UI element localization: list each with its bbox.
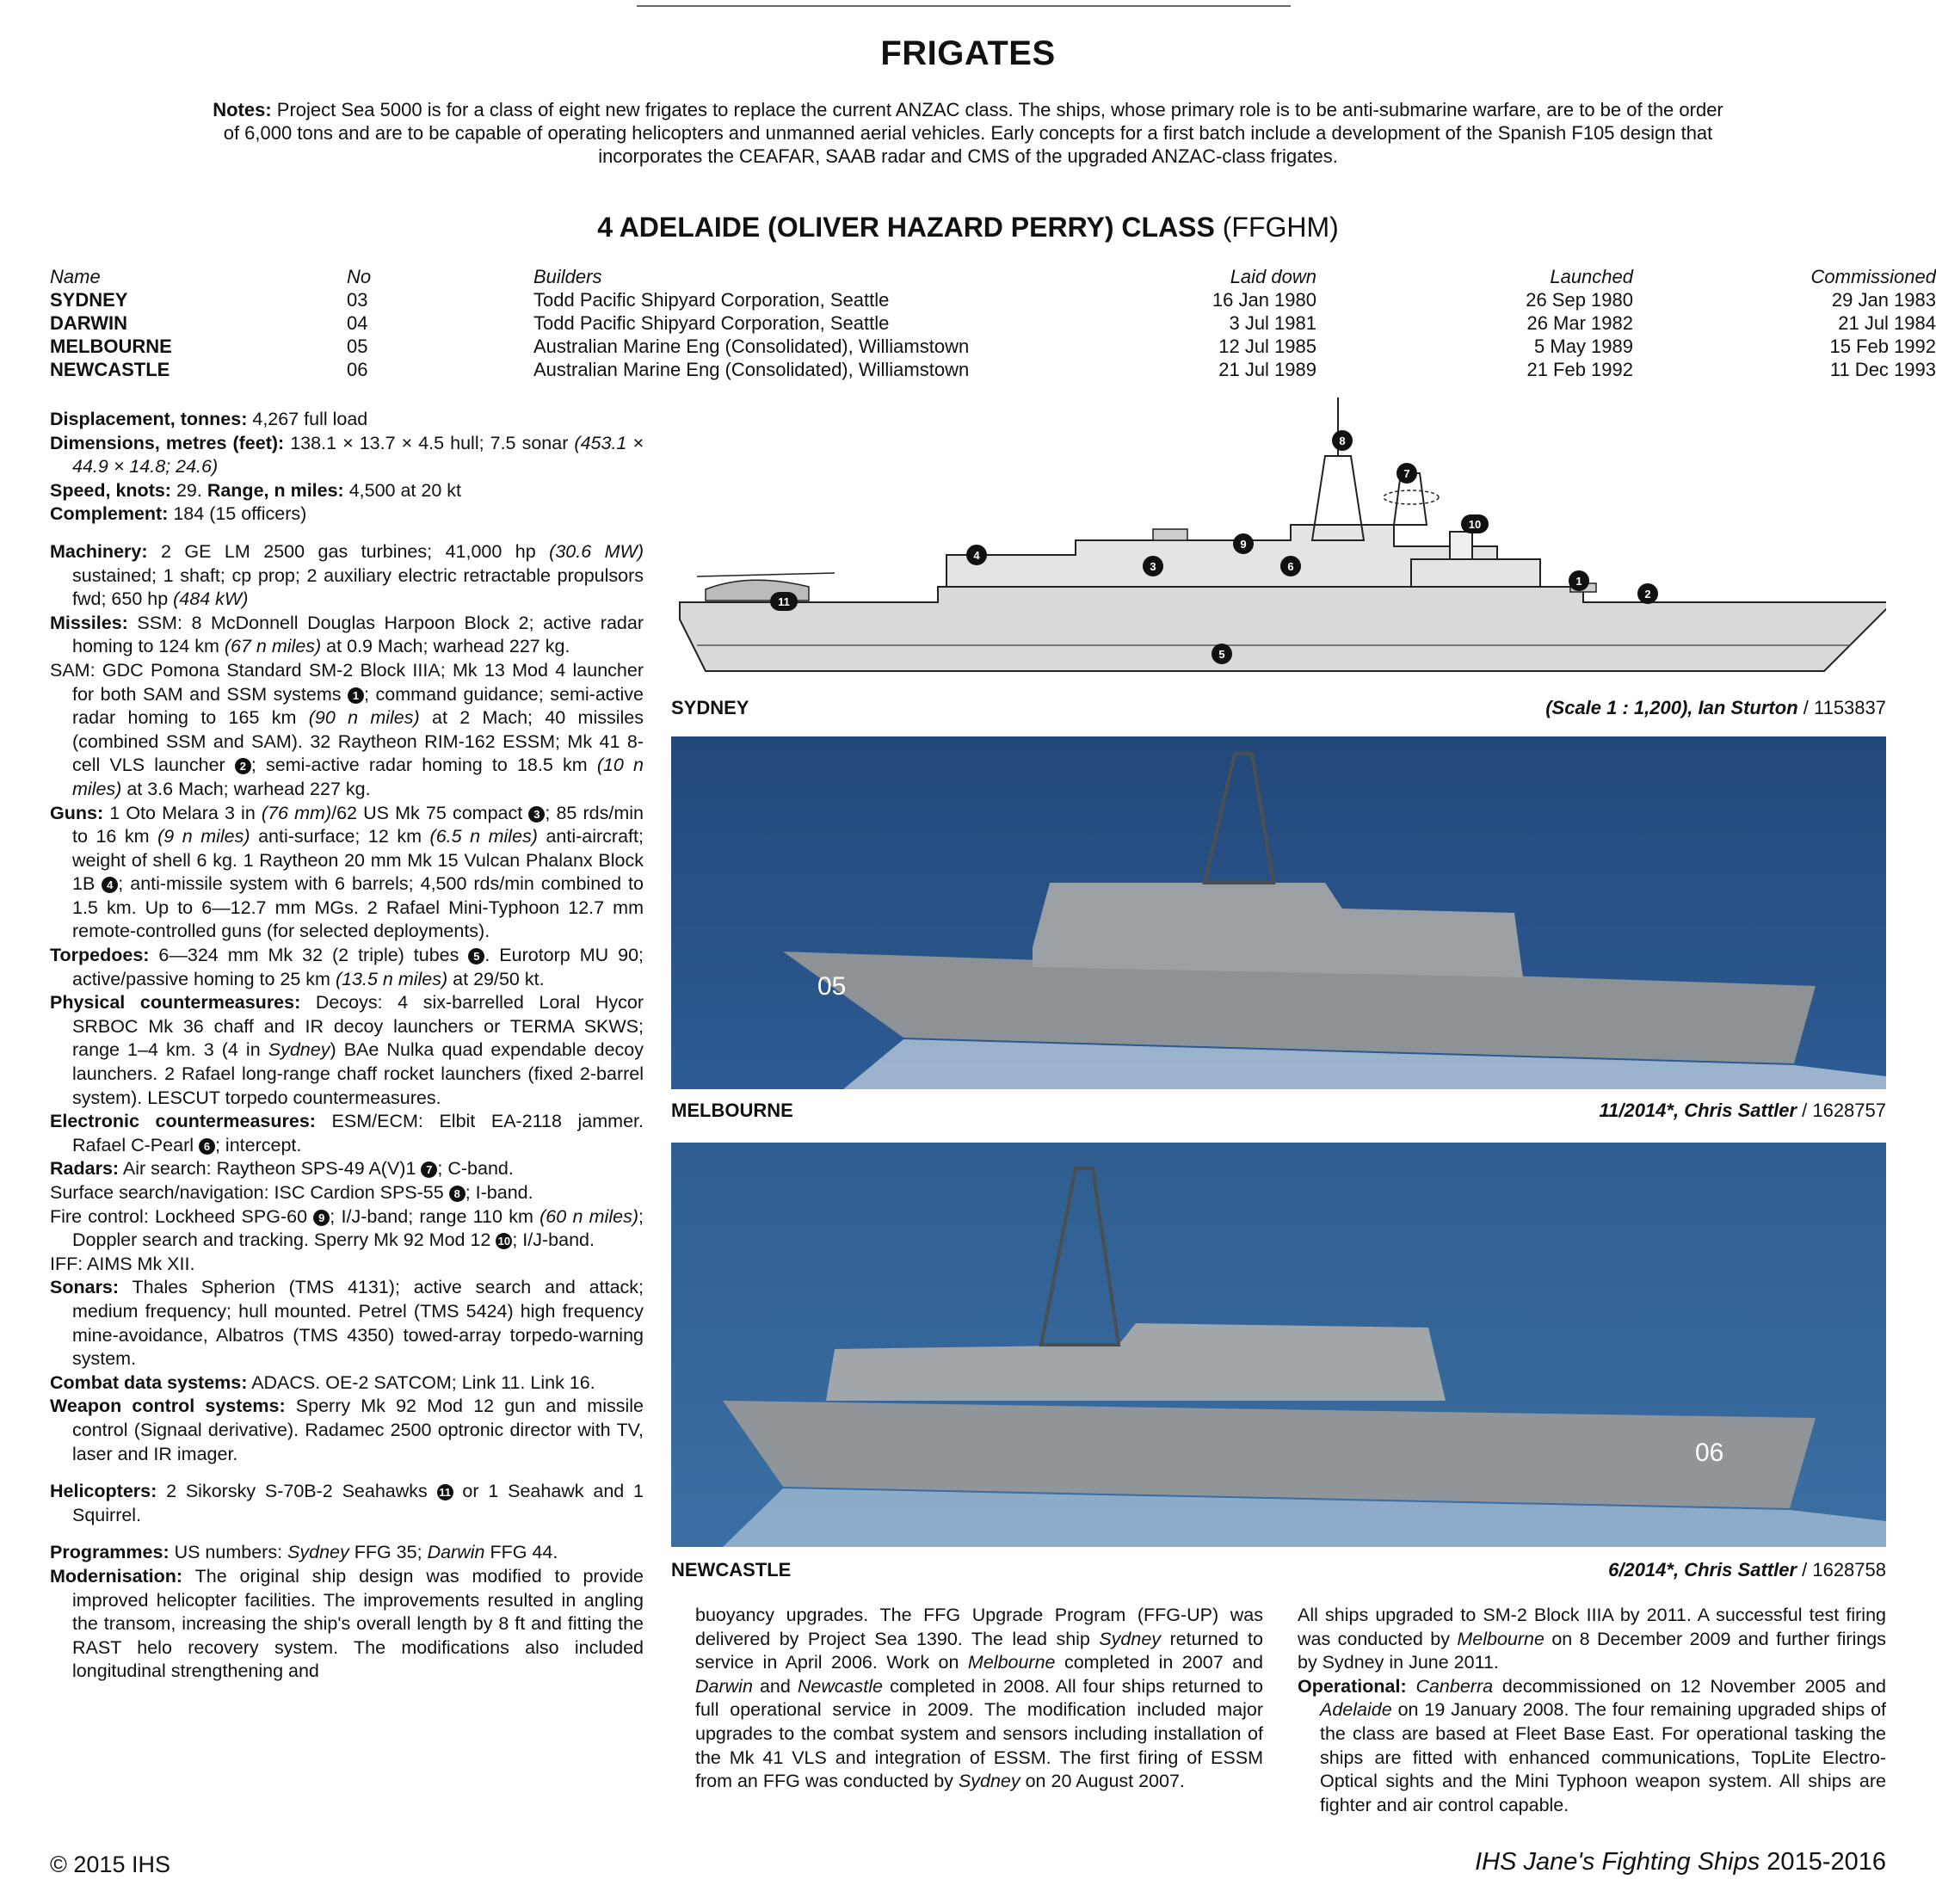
ship-builder: Australian Marine Eng (Consolidated), Williamstown: [533, 359, 970, 380]
text-run-italic: Darwin: [695, 1675, 753, 1697]
figure-caption-ship: SYDNEY: [671, 697, 749, 718]
footer-publication: [1119, 1848, 1886, 1876]
spec-value: ; anti-missile system with 6 barrels; 4,500 rds/min combined to 1.5 km. Up to 6—12.7 mm MGs. 2 Rafael Mini-Typhoon 12.7 mm remote-controlled guns (for selected deployments).: [72, 873, 644, 942]
text-run-italic: Melbourne: [1457, 1628, 1544, 1649]
figure-caption-ship: MELBOURNE: [671, 1100, 793, 1121]
ship-builder: Todd Pacific Shipyard Corporation, Seattle: [533, 289, 890, 311]
ship-number: 04: [347, 312, 368, 334]
spec-value: Sperry Mk 92 Mod 12 gun and missile control (Signaal derivative). Radamec 2500 optronic director with TV, laser and IR imager.: [72, 1396, 644, 1464]
figure-credit: [1119, 697, 1886, 719]
table-header-row: [50, 265, 1936, 288]
spec-programmes: [50, 1541, 644, 1565]
text-run: completed in 2008. All four ships returned to full operational service in 2009. The modification included major upgrades to the combat system and sensors including installation of the Mk 41 VLS and integration of ESSM. The first firing of ESSM from an FFG was conducted by: [695, 1675, 1263, 1792]
callout-11-badge: 11: [437, 1484, 453, 1500]
spec-value-italic: (76 mm): [261, 802, 332, 823]
spec-value: ADACS. OE-2 SATCOM; Link 11. Link 16.: [247, 1371, 595, 1393]
spec-label: Radars:: [50, 1158, 120, 1180]
hull-number: 05: [817, 972, 847, 1001]
publication-year: 2015-2016: [1760, 1848, 1886, 1876]
spec-value: ; 85 rds/min to 16 km: [72, 802, 644, 847]
spec-value: 1 Oto Melara 3 in: [103, 802, 262, 823]
spec-value: sustained; 1 shaft; cp prop; 2 auxiliary electric retractable propulsors fwd; 650 hp: [72, 564, 644, 610]
text-run: All ships upgraded to SM-2 Block IIIA by 2011. A successful test firing was conducted by: [1298, 1605, 1886, 1649]
spec-value: SSM: 8 McDonnell Douglas Harpoon Block 2; active radar homing to 124 km: [72, 612, 644, 657]
spec-label: Guns:: [50, 802, 104, 823]
callout-label: 7: [1403, 467, 1410, 480]
credit-id: / 1628757: [1797, 1100, 1886, 1121]
credit-source: (Scale 1 : 1,200), Ian Sturton: [1545, 697, 1798, 718]
ship-builder: Todd Pacific Shipyard Corporation, Seattle: [533, 312, 890, 334]
callout-label: 11: [778, 595, 790, 608]
ship-number: 05: [347, 336, 368, 357]
callout-label: 2: [1644, 588, 1651, 601]
callout-label: 5: [1218, 648, 1225, 661]
figure-caption-ship: NEWCASTLE: [671, 1559, 792, 1581]
spec-label: Range, n miles:: [207, 479, 344, 501]
table-row: [50, 311, 1936, 335]
text-run: buoyancy upgrades. The FFG Upgrade Program (FFG-UP) was delivered by Project Sea 1390. The lead ship: [695, 1605, 1263, 1649]
spec-value: 2 Sikorsky S-70B-2 Seahawks: [157, 1481, 437, 1502]
spec-value-italic: (10 n miles): [72, 755, 644, 799]
spec-value: 184 (15 officers): [168, 503, 307, 525]
spec-missiles: [50, 612, 644, 659]
spec-value: ; I-band.: [465, 1182, 533, 1203]
text-run: on 20 August 2007.: [1020, 1771, 1185, 1792]
col-header-commissioned: Commissioned: [1810, 266, 1936, 287]
spec-label: Speed, knots:: [50, 479, 171, 501]
ship-number: 06: [347, 359, 368, 380]
col-header-name: Name: [50, 266, 101, 287]
spec-modernisation: [50, 1565, 644, 1684]
text-run-italic: Adelaide: [1320, 1699, 1392, 1721]
spec-value: ; I/J-band.: [512, 1229, 595, 1251]
spec-dimensions: [50, 432, 644, 479]
class-name: 4 ADELAIDE (OLIVER HAZARD PERRY) CLASS: [597, 212, 1215, 243]
spec-label: Programmes:: [50, 1542, 170, 1563]
ship-commissioned: 11 Dec 1993: [1829, 359, 1936, 380]
spec-value: FFG 44.: [484, 1542, 558, 1563]
spec-surface-search: [50, 1181, 644, 1205]
text-column-right: [1298, 1604, 1886, 1817]
spec-value: SAM: GDC Pomona Standard SM-2 Block IIIA; Mk 13 Mod 4 launcher for both SAM and SSM systems: [50, 659, 644, 705]
gun-mount: [1153, 529, 1187, 540]
radar-antenna: [1384, 490, 1439, 504]
spec-value: . Eurotorp MU 90; active/passive homing to 25 km: [72, 945, 644, 989]
spec-value-italic: (30.6 MW): [549, 540, 644, 562]
spec-label: Electronic countermeasures:: [50, 1111, 316, 1132]
spec-label: Sonars:: [50, 1277, 120, 1298]
fire-control-dome: [1450, 532, 1472, 559]
notes-text: Project Sea 5000 is for a class of eight new frigates to replace the current ANZAC class. The ships, whose primary role is to be anti-submarine warfare, are to be of the order of 6,000 tons and are to be capable of operating helicopters and unmanned aerial vehicles. Early concepts for a first batch include a development of the Spanish F105 design that incorporates the CEAFAR, SAAB radar and CMS of the upgraded ANZAC-class frigates.: [223, 99, 1723, 167]
spec-value-italic: (60 n miles): [539, 1205, 638, 1227]
ship-builder: Australian Marine Eng (Consolidated), Williamstown: [533, 336, 970, 357]
text-run: decommissioned on 12 November 2005 and: [1493, 1675, 1886, 1697]
text-run-italic: Sydney: [958, 1771, 1020, 1792]
spec-value: 138.1 × 13.7 × 4.5 hull; 7.5 sonar: [284, 432, 575, 453]
callout-6-badge: 6: [199, 1138, 215, 1155]
notes-label: Notes:: [213, 99, 272, 120]
spec-complement: [50, 502, 644, 527]
spec-label: Torpedoes:: [50, 945, 150, 966]
spec-value: 4,500 at 20 kt: [343, 479, 461, 501]
spec-value: Fire control: Lockheed SPG-60: [50, 1205, 314, 1227]
text-run: returned to service in April 2006. Work on: [695, 1628, 1263, 1673]
spec-sam: [50, 659, 644, 802]
spec-label: Physical countermeasures:: [50, 992, 301, 1014]
col-header-builders: Builders: [533, 266, 602, 287]
rotor-line: [697, 573, 835, 576]
top-rule: [637, 5, 1291, 7]
table-row: [50, 288, 1936, 311]
spec-value-italic: Sydney: [287, 1542, 349, 1563]
spec-value: ESM/ECM: Elbit EA-2118 jammer. Rafael C-Pearl: [72, 1111, 644, 1155]
text-run: and: [752, 1675, 798, 1697]
spec-value-italic: (67 n miles): [224, 636, 322, 657]
spec-value: /62 US Mk 75 compact: [331, 802, 529, 823]
spec-value: FFG 35;: [348, 1542, 428, 1563]
spec-value: 6—324 mm Mk 32 (2 triple) tubes: [149, 945, 469, 966]
spacer: [50, 1527, 644, 1541]
spec-speed-range: [50, 479, 644, 503]
callout-label: 4: [973, 549, 980, 562]
ship-name: DARWIN: [50, 312, 128, 334]
spec-label: Operational:: [1298, 1675, 1407, 1697]
spec-value: The original ship design was modified to provide improved helicopter facilities. The improvements resulted in angling the transom, increasing the ship's overall length by 8 ft and fitting the RAST helo recovery system. The modifications also included longitudinal strengthening and: [72, 1565, 644, 1682]
callout-1-badge: 1: [348, 687, 364, 704]
spec-value: US numbers:: [169, 1542, 288, 1563]
operational-paragraph: [1298, 1675, 1886, 1818]
callout-label: 8: [1339, 434, 1346, 447]
modernisation-continued: [695, 1604, 1263, 1794]
photo-newcastle: [671, 1143, 1886, 1547]
table-row: [50, 358, 1936, 381]
spec-label: Modernisation:: [50, 1565, 183, 1587]
spec-value: anti-surface; 12 km: [250, 826, 430, 847]
spec-label: Displacement, tonnes:: [50, 409, 248, 429]
callout-label: 6: [1287, 560, 1294, 573]
specifications-column: [50, 408, 644, 1684]
spacer: [50, 1466, 644, 1480]
spec-machinery: [50, 540, 644, 612]
spec-value-italic: (6.5 n miles): [429, 826, 538, 847]
spec-label: Complement:: [50, 503, 169, 525]
page-title: FRIGATES: [880, 34, 1056, 72]
publication-title: IHS Jane's Fighting Ships: [1475, 1848, 1760, 1876]
spec-value: Air search: Raytheon SPS-49 A(V)1: [119, 1158, 422, 1180]
spec-value: anti-aircraft; weight of shell 6 kg. 1 Raytheon 20 mm Mk 15 Vulcan Phalanx Block 1B: [72, 826, 644, 895]
spec-label: Dimensions, metres (feet):: [50, 432, 285, 453]
figure-credit: [1119, 1100, 1886, 1122]
col-header-laid-down: Laid down: [1230, 266, 1316, 287]
text-column-middle: [695, 1604, 1263, 1794]
spec-value-italic: Darwin: [427, 1542, 485, 1563]
spec-value-italic: (484 kW): [173, 588, 249, 610]
spec-value: ; intercept.: [214, 1134, 302, 1155]
callout-3-badge: 3: [528, 806, 545, 823]
spec-label: Weapon control systems:: [50, 1396, 286, 1417]
ship-line-drawing: [671, 387, 1886, 680]
callout-label: 10: [1468, 518, 1482, 531]
credit-id: / 1153837: [1797, 697, 1886, 718]
spec-value: ; Doppler search and tracking. Sperry Mk 92 Mod 12: [72, 1205, 644, 1251]
figure-credit: [1119, 1559, 1886, 1581]
spec-displacement: [50, 408, 644, 432]
spec-value: 29.: [170, 479, 207, 501]
col-header-launched: Launched: [1550, 266, 1633, 287]
callout-5-badge: 5: [468, 948, 484, 964]
spec-label: Combat data systems:: [50, 1371, 248, 1393]
ship-name: MELBOURNE: [50, 336, 172, 357]
class-type: (FFGHM): [1214, 212, 1339, 243]
ship-laid-down: 16 Jan 1980: [1212, 289, 1316, 311]
ship-number: 03: [347, 289, 368, 311]
callout-9-badge: 9: [313, 1210, 330, 1226]
spec-label: Helicopters:: [50, 1481, 157, 1502]
spec-value: ; semi-active radar homing to 18.5 km: [250, 755, 597, 776]
spec-value: ) BAe Nulka quad expendable decoy launchers. 2 Rafael long-range chaff rocket launchers (fixed 2-barrel system). LESCUT torpedo countermeasures.: [72, 1039, 644, 1108]
hull-number: 06: [1695, 1439, 1724, 1467]
ships-table: [50, 265, 1936, 381]
spec-value-italic: (9 n miles): [157, 826, 250, 847]
spec-value: Thales Spherion (TMS 4131); active search and attack; medium frequency; hull mounted. Petrel (TMS 5424) high frequency mine-avoidance, Albatros (TMS 4350) towed-array torpedo-warning system.: [72, 1277, 644, 1370]
spec-value: ; C-band.: [437, 1158, 514, 1180]
text-run-italic: Canberra: [1415, 1675, 1494, 1697]
callout-4-badge: 4: [102, 877, 118, 893]
ship-commissioned: 15 Feb 1992: [1829, 336, 1936, 357]
credit-id: / 1628758: [1797, 1559, 1886, 1581]
spec-helicopters: [50, 1480, 644, 1527]
notes-paragraph: [207, 98, 1729, 168]
hull-outline: [680, 587, 1886, 671]
callout-7-badge: 7: [421, 1162, 437, 1178]
callout-10-badge: 10: [496, 1233, 512, 1249]
spec-value: or 1 Seahawk and 1 Squirrel.: [72, 1481, 644, 1525]
spec-value: Surface search/navigation: ISC Cardion SPS-55: [50, 1182, 449, 1203]
text-run: [1407, 1676, 1416, 1697]
spec-combat-data: [50, 1371, 644, 1396]
spec-weapon-control: [50, 1395, 644, 1466]
ship-name: SYDNEY: [50, 289, 128, 311]
ship-name: NEWCASTLE: [50, 359, 170, 380]
col-header-no: No: [347, 266, 372, 287]
text-run: on 19 January 2008. The four remaining upgraded ships of the class are based at Fleet Base East. For operational tasking the ships are fitted with enhanced communications, TopLite Electro-Optical sights and the Mini Typhoon weapon system. All ships are fighter and air control capable.: [1320, 1699, 1886, 1815]
spec-value: at 3.6 Mach; warhead 227 kg.: [121, 778, 371, 799]
spec-guns: [50, 802, 644, 945]
spec-value: at 2 Mach; 40 missiles (combined SSM and SAM). 32 Raytheon RIM-162 ESSM; Mk 41 8-cell VLS launcher: [72, 707, 644, 776]
spec-iff: IFF: AIMS Mk XII.: [50, 1253, 195, 1274]
spec-physical-countermeasures: [50, 991, 644, 1110]
ship-launched: 5 May 1989: [1534, 336, 1633, 357]
spec-label: Missiles:: [50, 612, 128, 633]
upgrade-paragraph: [1298, 1604, 1886, 1675]
spacer: [50, 527, 644, 540]
text-run-italic: Melbourne: [967, 1652, 1056, 1673]
spec-value-italic: (90 n miles): [308, 707, 420, 729]
spec-sonars: [50, 1276, 644, 1371]
ship-laid-down: 21 Jul 1989: [1218, 359, 1316, 380]
spec-electronic-countermeasures: [50, 1110, 644, 1157]
spec-value: 2 GE LM 2500 gas turbines; 41,000 hp: [147, 540, 550, 562]
ship-commissioned: 29 Jan 1983: [1831, 289, 1936, 311]
credit-source: 6/2014*, Chris Sattler: [1608, 1559, 1797, 1581]
spec-value: at 0.9 Mach; warhead 227 kg.: [321, 636, 570, 657]
ship-laid-down: 12 Jul 1985: [1218, 336, 1316, 357]
ship-commissioned: 21 Jul 1984: [1838, 312, 1936, 334]
text-run-italic: Newcastle: [797, 1675, 884, 1697]
callout-label: 3: [1150, 560, 1156, 573]
credit-source: 11/2014*, Chris Sattler: [1599, 1100, 1797, 1121]
class-heading: [0, 212, 1936, 243]
text-run: completed in 2007 and: [1055, 1652, 1263, 1673]
callout-label: 9: [1240, 538, 1247, 551]
spec-torpedoes: [50, 944, 644, 991]
spec-value: at 29/50 kt.: [447, 968, 545, 989]
spec-value: 4,267 full load: [247, 409, 368, 429]
table-row: [50, 335, 1936, 358]
callout-8-badge: 8: [449, 1186, 466, 1202]
spec-value: ; command guidance; semi-active radar homing to 165 km: [72, 683, 644, 729]
spec-value-italic: (453.1 × 44.9 × 14.8; 24.6): [72, 432, 644, 478]
text-run-italic: Sydney: [1099, 1628, 1162, 1649]
spec-fire-control: [50, 1205, 644, 1253]
spec-value-italic: (13.5 n miles): [335, 968, 448, 989]
ship-launched: 26 Sep 1980: [1526, 289, 1633, 311]
photo-melbourne: [671, 736, 1886, 1089]
spec-value: Decoys: 4 six-barrelled Loral Hycor SRBOC Mk 36 chaff and IR decoy launchers or TERMA SKWS; range 1–4 km. 3 (4 in: [72, 992, 644, 1061]
callout-label: 1: [1575, 575, 1582, 588]
spec-radars: [50, 1157, 644, 1181]
spec-value-italic: Sydney: [268, 1039, 330, 1061]
spec-value: ; I/J-band; range 110 km: [330, 1205, 540, 1227]
footer-copyright: © 2015 IHS: [50, 1852, 170, 1877]
ship-launched: 26 Mar 1982: [1526, 312, 1633, 334]
ship-launched: 21 Feb 1992: [1526, 359, 1633, 380]
spec-label: Machinery:: [50, 540, 148, 562]
ship-laid-down: 3 Jul 1981: [1229, 312, 1316, 334]
text-run: on 8 December 2009 and further firings by Sydney in June 2011.: [1298, 1628, 1886, 1673]
callout-2-badge: 2: [235, 758, 251, 774]
bridge-block: [1411, 559, 1540, 587]
